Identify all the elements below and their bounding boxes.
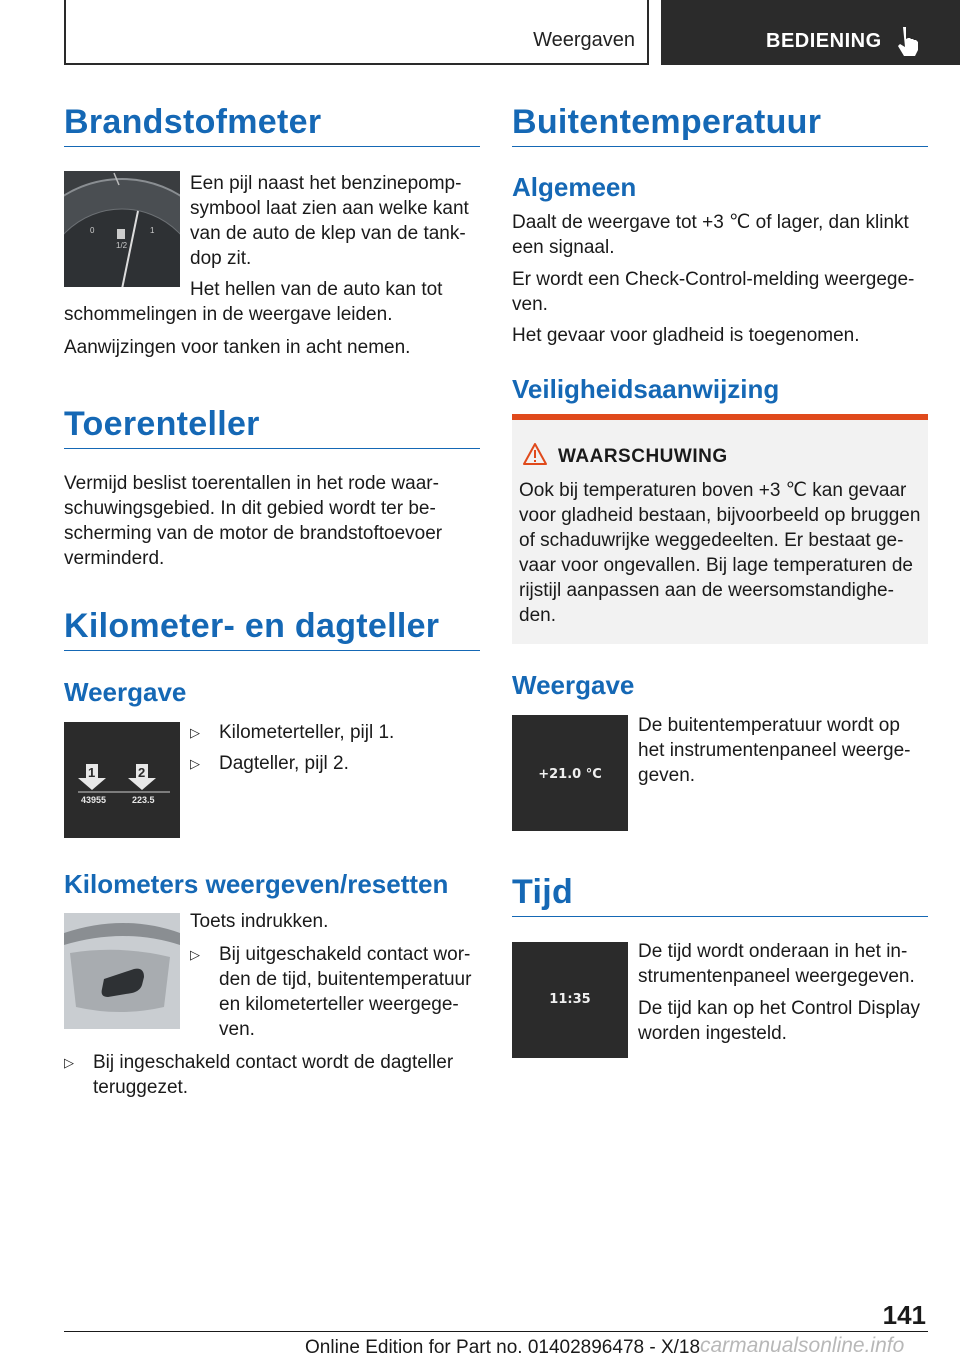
header-section-tab — [64, 0, 649, 65]
rpm-text: Vermijd beslist toerentallen in het rode waar- schuwingsgebied. In dit gebied wordt ter be- scherming van de motor de brandstoftoevoer verminderd. — [64, 473, 443, 569]
subtitle-algemeen: Algemeen — [512, 172, 637, 202]
tripmeter-value: 223.5 — [132, 795, 155, 805]
subtitle-weergave: Weergave — [64, 677, 187, 707]
watermark: carmanualsonline.info — [700, 1334, 905, 1357]
warning-triangle-icon — [522, 442, 548, 466]
warning-body: Ook bij temperaturen boven +3 ℃ kan gevaar voor gladheid bestaan, bijvoorbeeld op bruggen of schaduwrijke weggedeelten. Er bestaat ge- vaar voor ongevallen. Bij lage temperaturen de rijstijl aanpassen aan de weersomstandighe- den. — [519, 480, 921, 626]
odometer-arrows-graphic — [64, 722, 180, 838]
reset-text: Toets indrukken. — [190, 911, 329, 932]
warning-box — [512, 414, 928, 644]
triangle-bullet-icon: ▷ — [190, 756, 200, 771]
section-title-tijd: Tijd — [512, 873, 574, 911]
time-text-2: De tijd kan op het Control Display worden ingesteld. — [638, 998, 920, 1044]
triangle-bullet-icon: ▷ — [190, 947, 200, 962]
triangle-bullet-icon: ▷ — [64, 1055, 74, 1070]
odometer-value: 43955 — [81, 795, 107, 805]
fuel-text-2b: schommelingen in de weergave leiden. — [64, 304, 393, 325]
gauge-half-mark: 1/2 — [116, 241, 128, 250]
temp-gladheid-text: Het gevaar voor gladheid is toegenomen. — [512, 325, 860, 346]
header-section-label: Weergaven — [533, 29, 635, 51]
fuel-text-1: Een pijl naast het benzinepomp- symbool laat zien aan welke kant van de auto de klep van de tank- dop zit. — [190, 173, 469, 269]
triangle-bullet-icon: ▷ — [190, 725, 200, 740]
subtitle-kilometers-resetten: Kilometers weergeven/resetten — [64, 869, 449, 899]
gauge-empty-mark: 0 — [90, 226, 95, 235]
section-rule — [64, 448, 480, 449]
header-chapter-label: BEDIENING — [766, 30, 882, 52]
section-rule — [64, 650, 480, 651]
temperature-display-image — [512, 715, 628, 831]
section-rule — [512, 916, 928, 917]
subtitle-veiligheid: Veiligheidsaanwijzing — [512, 374, 780, 404]
fuel-gauge-graphic — [64, 171, 180, 287]
arrow-1-label: 1 — [88, 765, 96, 780]
temp-check-control-text: Er wordt een Check-Control-melding weergege- ven. — [512, 269, 915, 315]
footer-rule — [64, 1331, 928, 1332]
reset-button-image — [64, 913, 180, 1029]
odometer-image — [64, 722, 180, 838]
fuel-text-2a: Het hellen van de auto kan tot — [190, 279, 443, 300]
time-text-1: De tijd wordt onderaan in het in- strumentenpaneel weergegeven. — [638, 941, 915, 987]
section-rule — [512, 146, 928, 147]
section-title-kilometer: Kilometer- en dagteller — [64, 607, 440, 645]
pointing-hand-icon — [894, 25, 922, 57]
reset-button-graphic — [64, 913, 180, 1029]
subtitle-weergave-temp: Weergave — [512, 670, 635, 700]
temp-display-text: De buitentemperatuur wordt op het instrumentenpaneel weerge- geven. — [638, 715, 911, 786]
footer-edition: Online Edition for Part no. 01402896478 - X/18 — [305, 1337, 701, 1358]
temp-general-text: Daalt de weergave tot +3 ℃ of lager, dan klinkt een signaal. — [512, 212, 909, 258]
temperature-display-value: +21.0 °C — [538, 767, 602, 782]
fuel-text-3: Aanwijzingen voor tanken in acht nemen. — [64, 337, 411, 358]
section-title-buitentemperatuur: Buitentemperatuur — [512, 103, 822, 141]
gauge-full-mark: 1 — [150, 226, 155, 235]
clock-display-value: 11:35 — [549, 992, 591, 1007]
section-title-brandstofmeter: Brandstofmeter — [64, 103, 322, 141]
fuel-gauge-image — [64, 171, 180, 287]
header-chapter-tab — [661, 0, 960, 65]
clock-display-image — [512, 942, 628, 1058]
section-title-toerenteller: Toerenteller — [64, 405, 260, 443]
section-rule — [64, 146, 480, 147]
page-number: 141 — [882, 1300, 926, 1330]
arrow-2-label: 2 — [138, 765, 146, 780]
warning-title: WAARSCHUWING — [558, 446, 728, 467]
